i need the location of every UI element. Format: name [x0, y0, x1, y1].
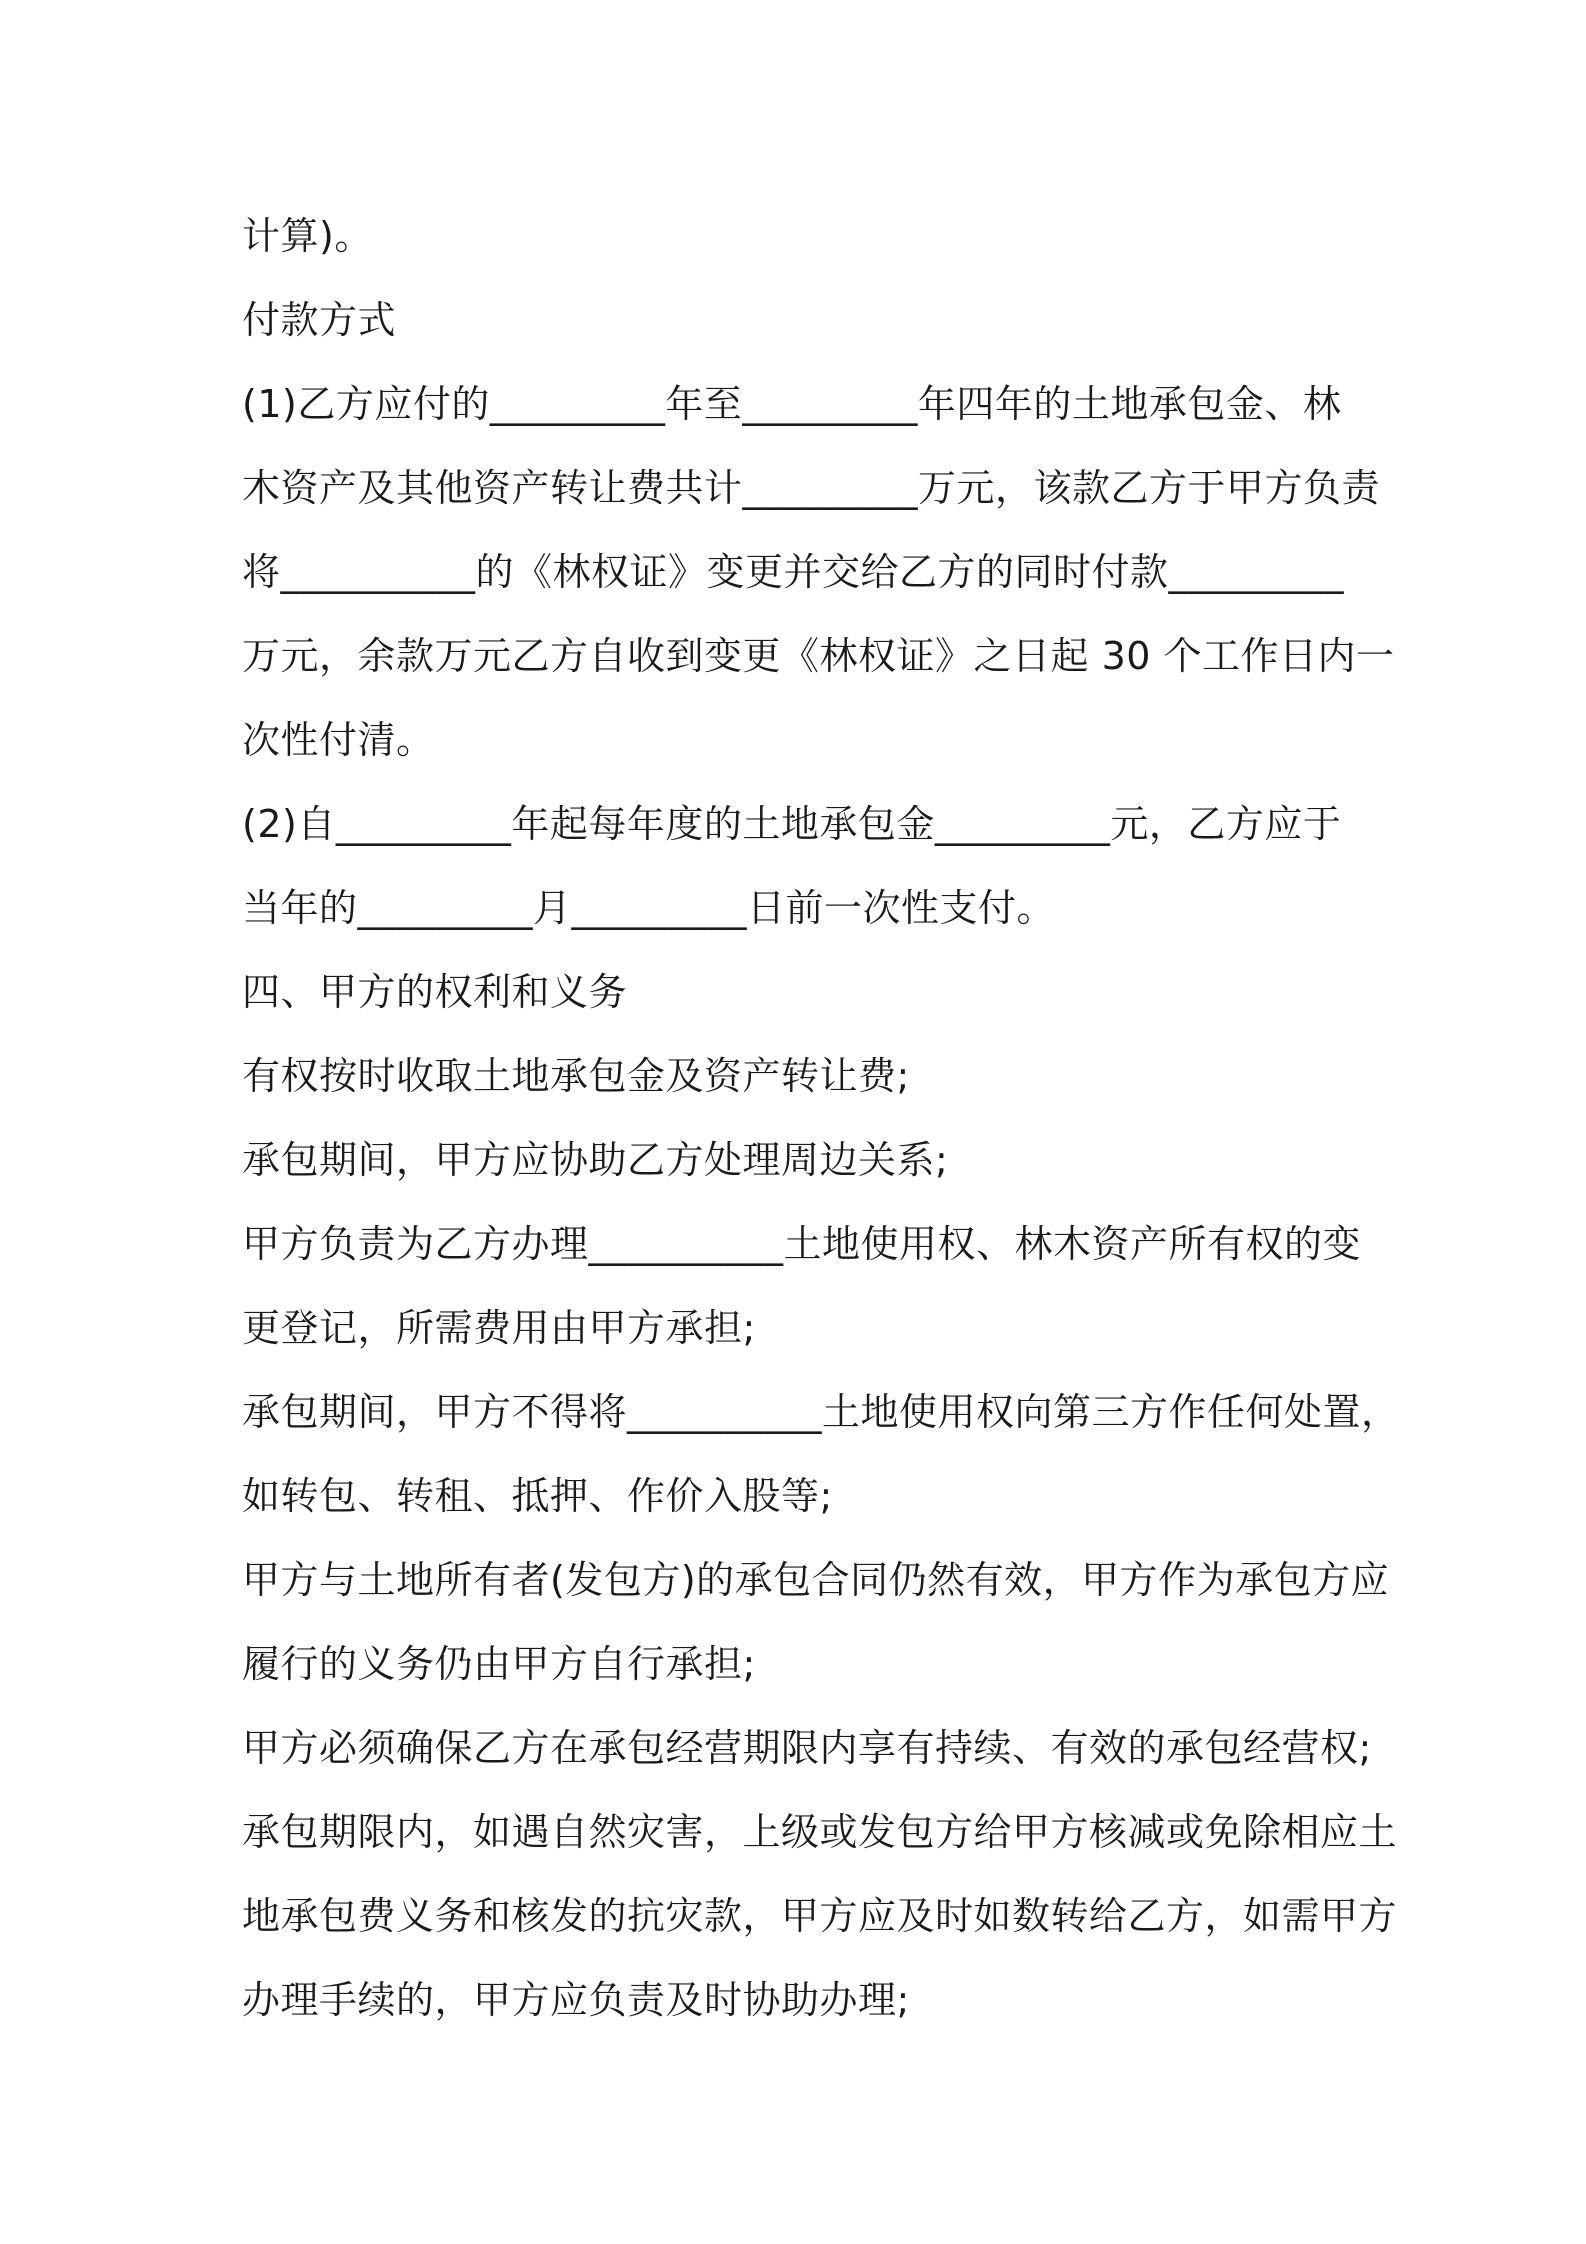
text-line: 承包期间，甲方不得将__________土地使用权向第三方作任何处置，: [242, 1390, 1400, 1434]
text-line: 更登记，所需费用由甲方承担;: [242, 1306, 756, 1350]
text-line: 木资产及其他资产转让费共计_________万元，该款乙方于甲方负责: [242, 466, 1381, 510]
text-line: 甲方必须确保乙方在承包经营期限内享有持续、有效的承包经营权;: [242, 1726, 1372, 1770]
text-line: 有权按时收取土地承包金及资产转让费;: [242, 1054, 910, 1098]
text-line: 地承包费义务和核发的抗灾款，甲方应及时如数转给乙方，如需甲方: [242, 1894, 1398, 1938]
text-line: (1)乙方应付的_________年至_________年四年的土地承包金、林: [242, 382, 1342, 426]
document-body: [242, 194, 1400, 2042]
section-heading: 四、甲方的权利和义务: [242, 970, 628, 1014]
text-line: 甲方与土地所有者(发包方)的承包合同仍然有效，甲方作为承包方应: [242, 1558, 1390, 1602]
text-line: 万元，余款万元乙方自收到变更《林权证》之日起 30 个工作日内一: [242, 634, 1395, 678]
text-line: (2)自_________年起每年度的土地承包金_________元，乙方应于: [242, 802, 1342, 846]
text-line: 甲方负责为乙方办理__________土地使用权、林木资产所有权的变: [242, 1222, 1362, 1266]
text-line: 履行的义务仍由甲方自行承担;: [242, 1642, 756, 1686]
text-line: 将__________的《林权证》变更并交给乙方的同时付款_________: [242, 550, 1345, 594]
text-line: 如转包、转租、抵押、作价入股等;: [242, 1474, 833, 1518]
section-heading: 付款方式: [242, 298, 397, 342]
text-line: 计算)。: [242, 214, 373, 258]
text-line: 办理手续的，甲方应负责及时协助办理;: [242, 1978, 910, 2022]
text-line: 次性付清。: [242, 718, 435, 762]
text-line: 当年的_________月_________日前一次性支付。: [242, 886, 1056, 930]
text-line: 承包期限内，如遇自然灾害，上级或发包方给甲方核减或免除相应土: [242, 1810, 1398, 1854]
text-line: 承包期间，甲方应协助乙方处理周边关系;: [242, 1138, 949, 1182]
